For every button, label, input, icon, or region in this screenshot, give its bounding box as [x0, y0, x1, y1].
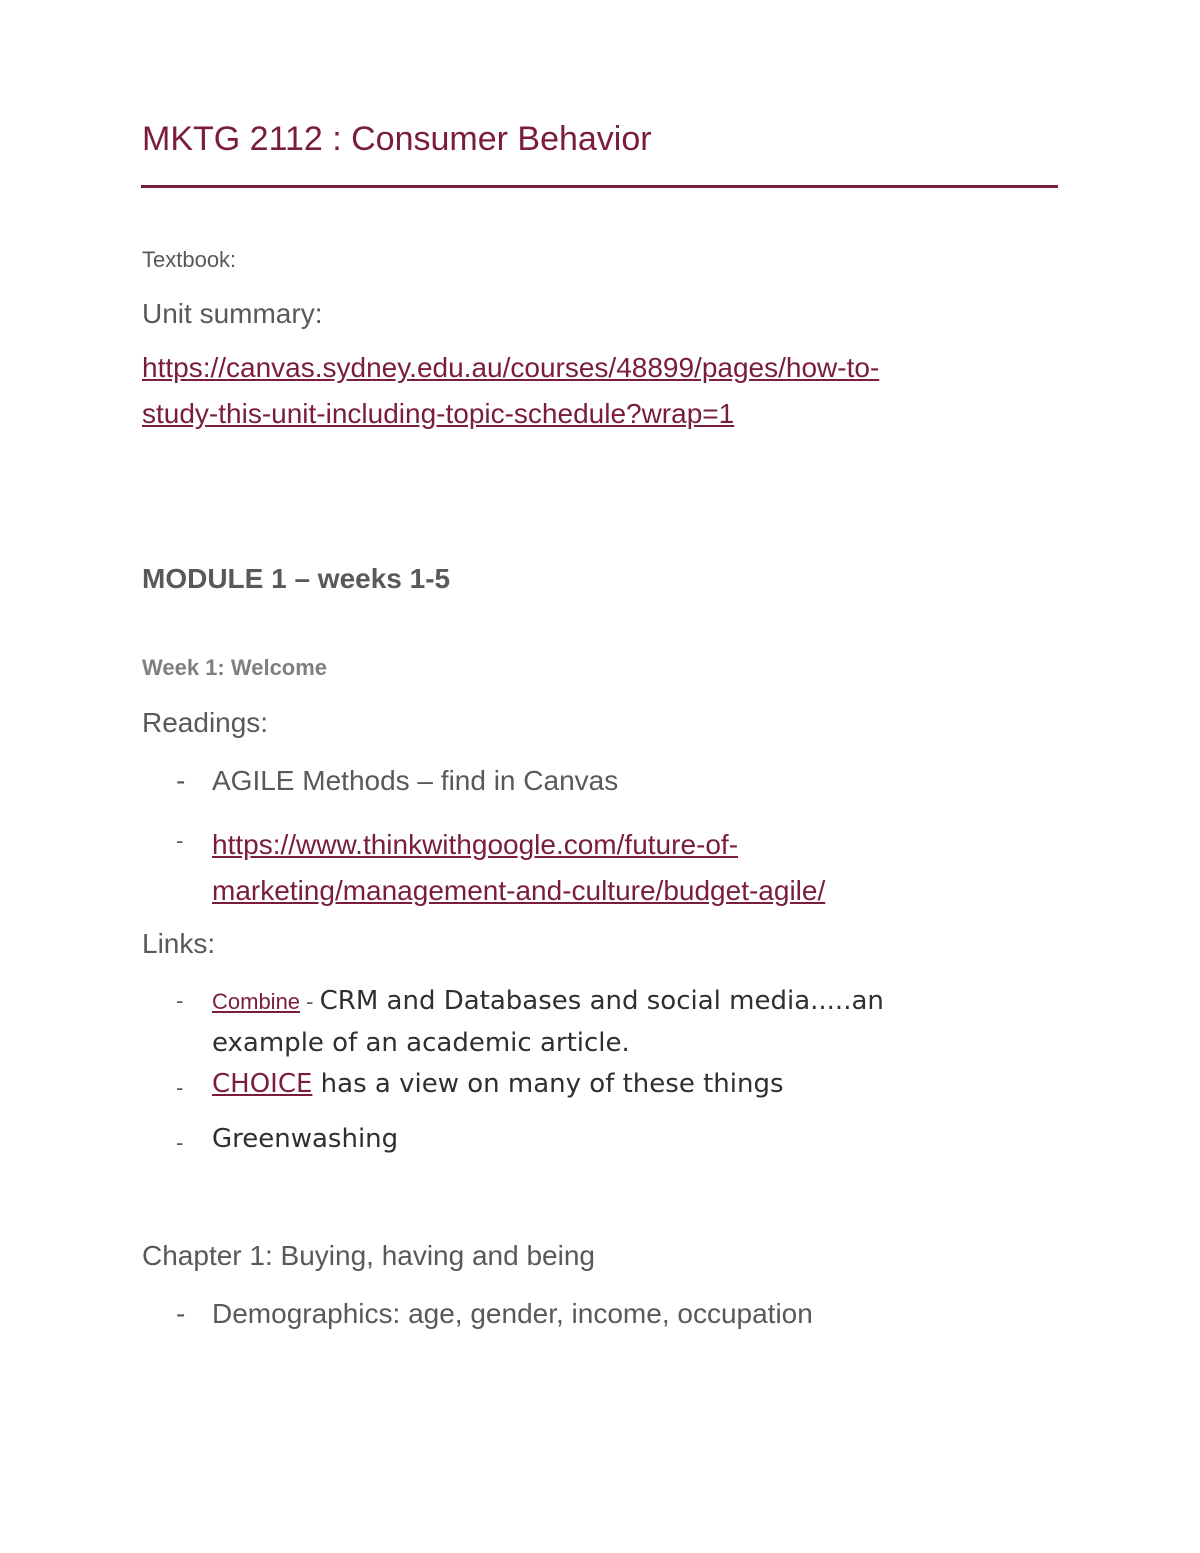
- unit-summary-label: Unit summary:: [142, 298, 323, 329]
- unit-summary-link-line2: study-this-unit-including-topic-schedule?wrap=1: [142, 398, 735, 429]
- list-item-choice: [212, 1069, 784, 1099]
- combine-link[interactable]: Combine: [212, 989, 301, 1014]
- combine-description-line1: CRM and Databases and social media.....an: [319, 986, 884, 1016]
- bullet-dash: -: [176, 828, 184, 853]
- bullet-dash: -: [176, 765, 186, 796]
- reading-link-thinkwithgoogle[interactable]: [212, 822, 825, 914]
- unit-summary-link[interactable]: [142, 345, 879, 437]
- week-heading: Week 1: Welcome: [142, 655, 328, 680]
- list-item-greenwashing: [212, 1124, 398, 1154]
- page-title: MKTG 2112 : Consumer Behavior: [142, 120, 652, 158]
- chapter-item-demographics: Demographics: age, gender, income, occupation: [212, 1298, 813, 1329]
- combine-description-line2: example of an academic article.: [212, 1028, 630, 1058]
- bullet-dash: -: [176, 1075, 184, 1100]
- chapter-heading: Chapter 1: Buying, having and being: [142, 1240, 595, 1271]
- reading-link-line2: marketing/management-and-culture/budget-agile/: [212, 875, 826, 906]
- module-heading: MODULE 1 – weeks 1-5: [142, 563, 451, 594]
- reading-item-agile: AGILE Methods – find in Canvas: [212, 765, 619, 796]
- title-divider: [141, 185, 1058, 188]
- bullet-dash: -: [176, 1130, 184, 1155]
- textbook-label: Textbook:: [142, 247, 237, 272]
- bullet-dash: -: [176, 988, 184, 1013]
- readings-label: Readings:: [142, 707, 269, 738]
- unit-summary-link-line1: https://canvas.sydney.edu.au/courses/48899/pages/how-to-: [142, 352, 880, 383]
- bullet-dash: -: [176, 1298, 186, 1329]
- links-label: Links:: [142, 928, 216, 959]
- reading-link-line1: https://www.thinkwithgoogle.com/future-of-: [212, 829, 739, 860]
- choice-link[interactable]: CHOICE: [212, 1069, 313, 1099]
- list-item-combine: [212, 982, 884, 1066]
- link-separator: -: [300, 989, 320, 1014]
- greenwashing-text: Greenwashing: [212, 1124, 399, 1154]
- choice-description: has a view on many of these things: [312, 1069, 784, 1099]
